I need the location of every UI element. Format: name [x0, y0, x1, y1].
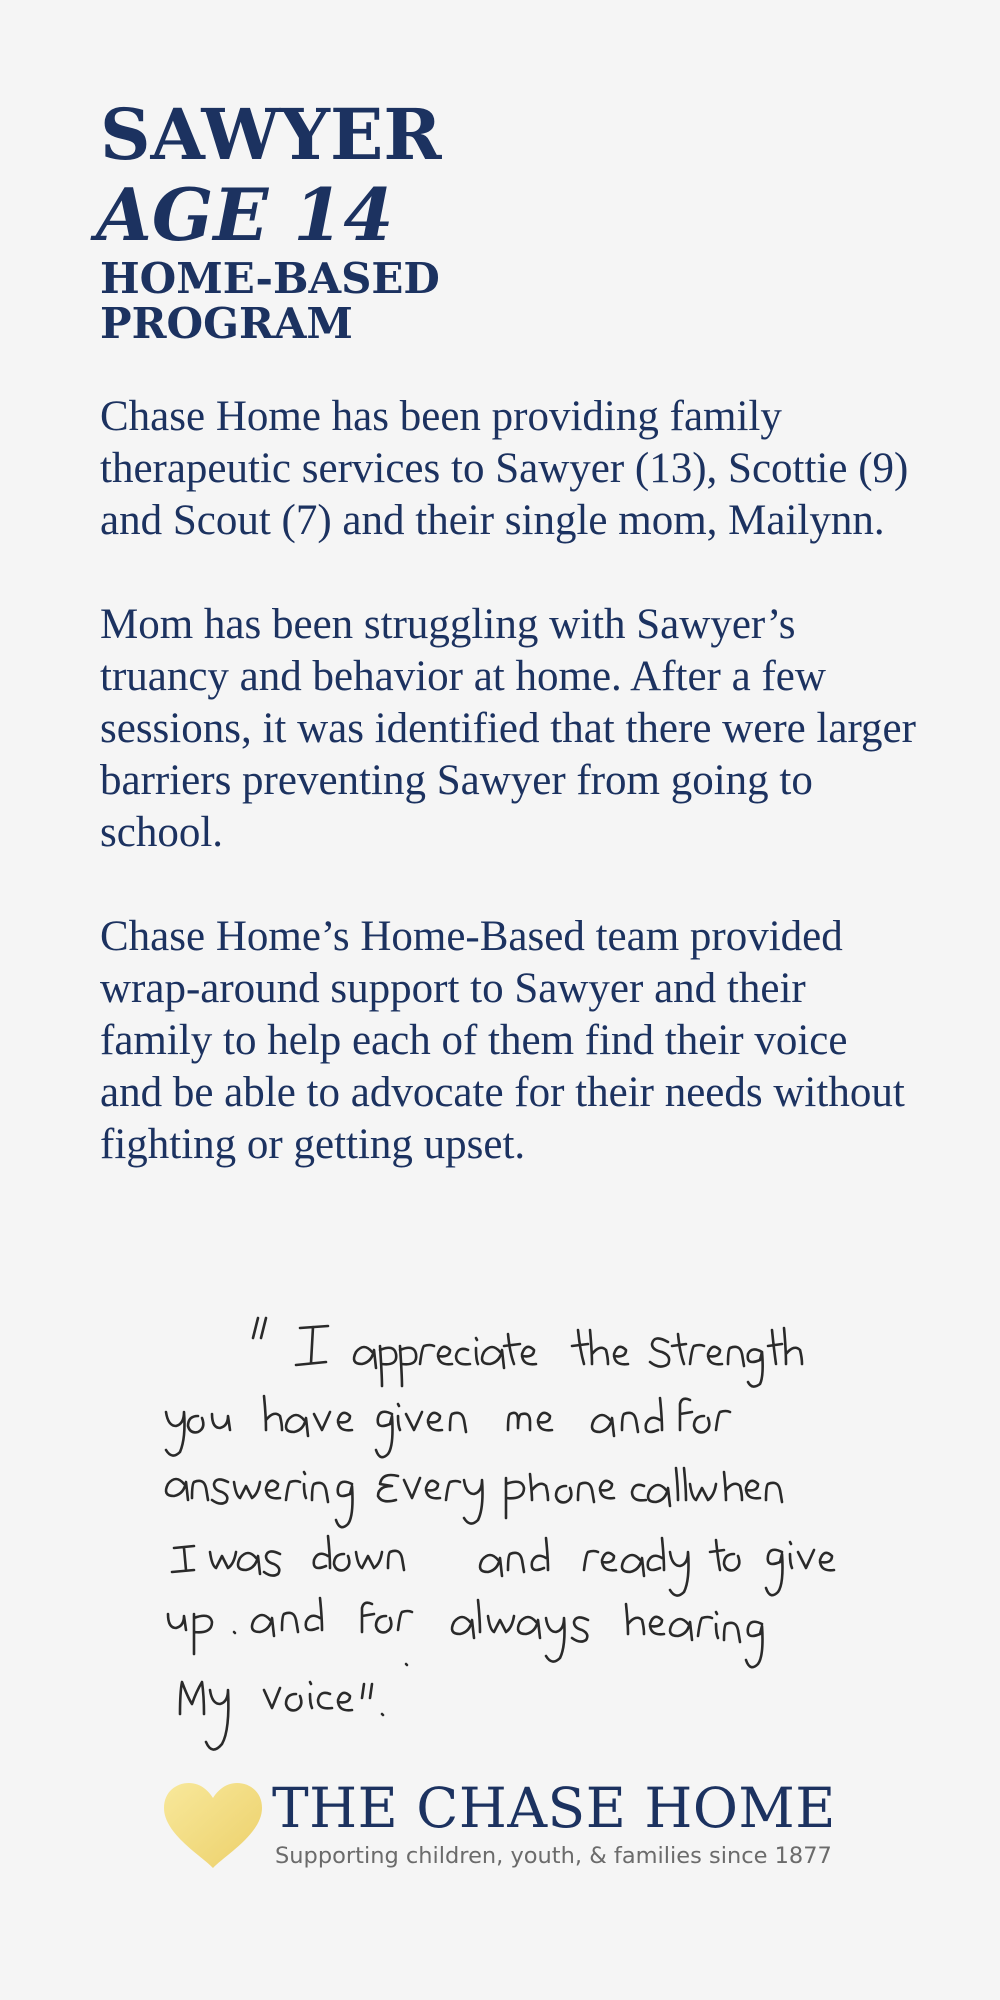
- child-age: AGE 14: [96, 172, 394, 257]
- quote-line-1: [253, 1318, 802, 1387]
- org-name: THE CHASE HOME: [272, 1776, 836, 1840]
- story-body: [100, 391, 920, 1223]
- quote-line-6: [180, 1682, 383, 1750]
- org-tagline: Supporting children, youth, & families since 1877: [275, 1843, 832, 1869]
- story-paragraph: Chase Home has been providing family therapeutic services to Sawyer (13), Scottie (9) and Scout (7) and their single mom, Mailynn.: [100, 393, 909, 544]
- child-name: SAWYER: [100, 93, 442, 176]
- quote-line-5: [168, 1598, 763, 1667]
- quote-line-2: [166, 1396, 730, 1457]
- heart-icon: [162, 1782, 264, 1870]
- quote-line-3: [166, 1468, 782, 1527]
- story-paragraph: Chase Home’s Home-Based team provided wrap-around support to Sawyer and their family to help each of them find their voice and be able to advocate for their needs without fighting or getting upset.: [100, 913, 905, 1168]
- program-name: HOME-BASED PROGRAM: [100, 254, 440, 348]
- quote-line-4: [172, 1536, 834, 1596]
- story-paragraph: Mom has been struggling with Sawyer’s truancy and behavior at home. After a few sessions, it was identified that there were larger barriers preventing Sawyer from going to school.: [100, 601, 916, 856]
